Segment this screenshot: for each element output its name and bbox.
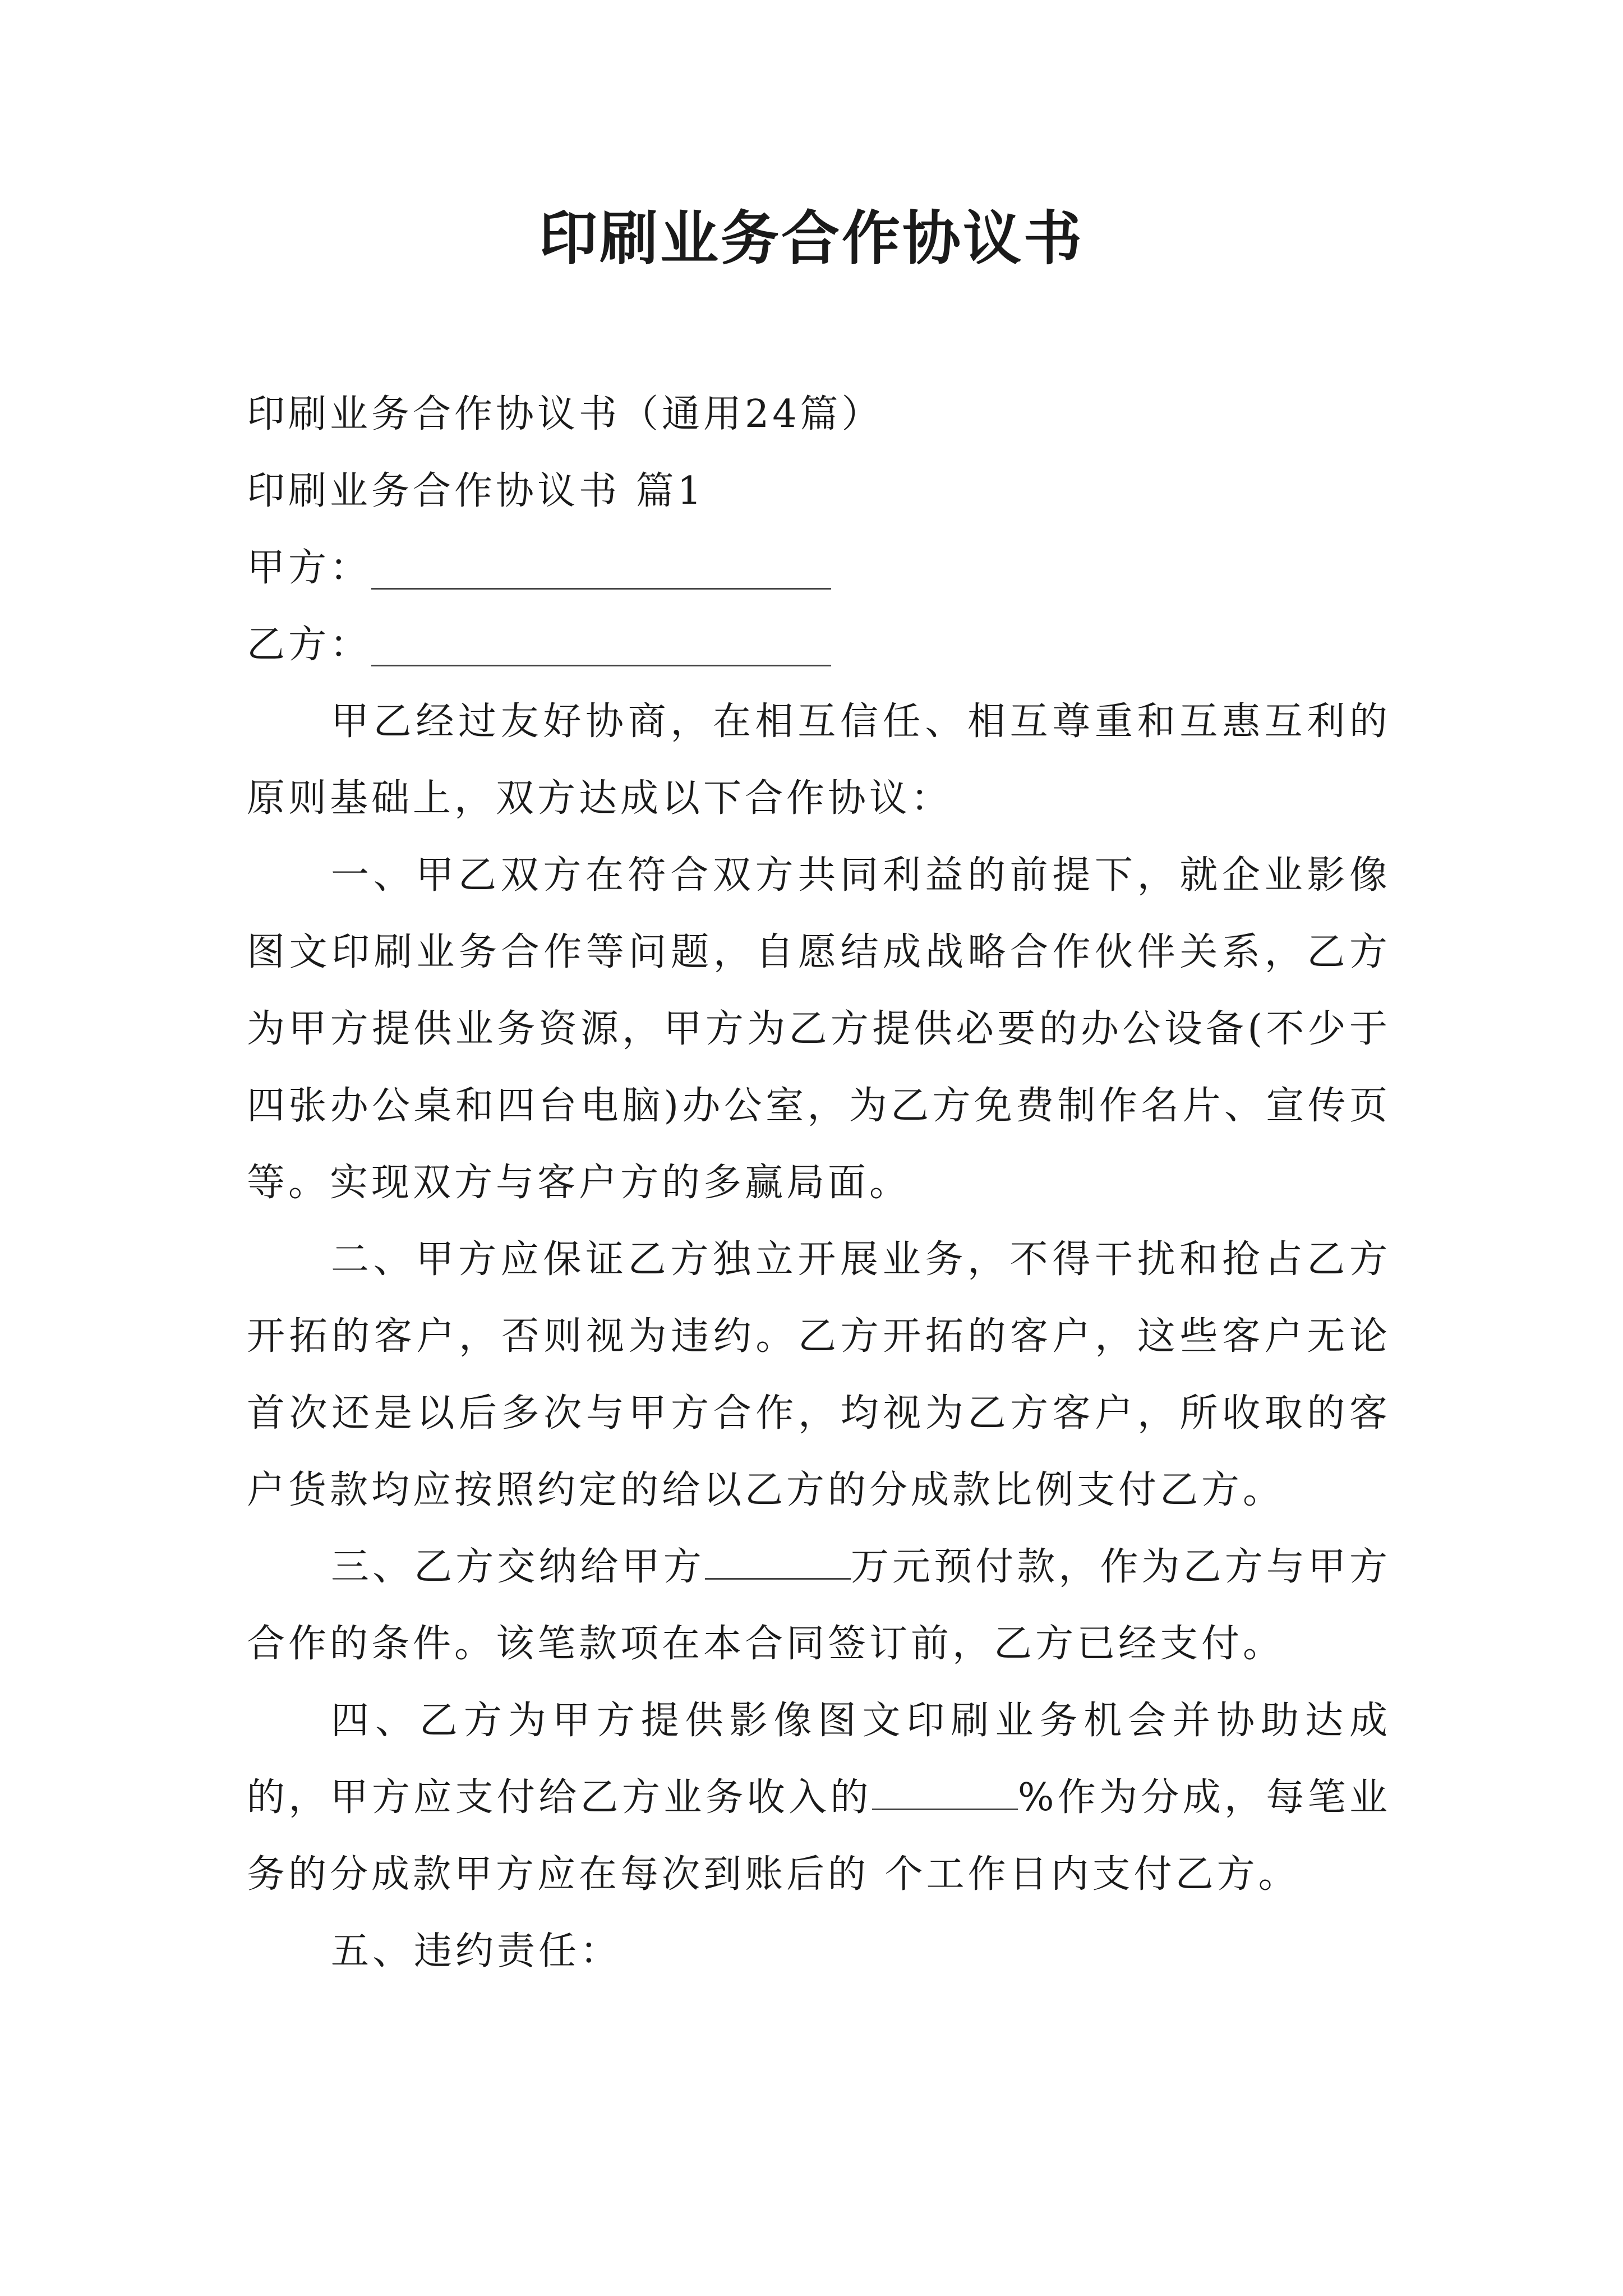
clause-5-paragraph bbox=[247, 1913, 1391, 1990]
clause-4-text-a: 四、乙方为甲方提供影像图文印刷业务机会并协助达成的，甲方应支付给乙方业务收入的 bbox=[247, 1699, 1391, 1820]
party-a-blank bbox=[371, 549, 831, 590]
party-a-label: 甲方： bbox=[247, 546, 372, 590]
intro-paragraph bbox=[247, 683, 1391, 837]
clause-2-paragraph bbox=[247, 1221, 1391, 1529]
document-body bbox=[247, 376, 1368, 683]
clause-3-paragraph bbox=[247, 1529, 1391, 1682]
clause-3-blank bbox=[705, 1544, 851, 1580]
party-a-line bbox=[247, 530, 1368, 606]
clause-2-text: 二、甲方应保证乙方独立开展业务，不得干扰和抢占乙方开拓的客户，否则视为违约。乙方开拓的客户，这些客户无论首次还是以后多次与甲方合作，均视为乙方客户，所收取的客户货款均应按照约定的给以乙方的分成款比例支付乙方。 bbox=[247, 1237, 1391, 1512]
clause-4-text-b: %作为分成，每笔业务的分成款甲方应在每次到账后的 个工作日内支付乙方。 bbox=[247, 1775, 1391, 1897]
clause-3-text-b: 万元预付款，作为乙方与甲方合作的条件。该笔款项在本合同签订前，乙方已经支付。 bbox=[247, 1545, 1391, 1666]
clause-4-blank bbox=[872, 1775, 1018, 1810]
clause-3-text-a: 三、乙方交纳给甲方 bbox=[331, 1545, 705, 1589]
clause-4-paragraph bbox=[247, 1682, 1391, 1913]
party-b-label: 乙方： bbox=[247, 623, 372, 667]
clause-1-paragraph bbox=[247, 837, 1391, 1221]
clause-5-text: 五、违约责任： bbox=[331, 1929, 622, 1973]
paragraphs bbox=[247, 683, 1391, 1990]
party-b-line bbox=[247, 606, 1368, 683]
document-title: 印刷业务合作协议书 bbox=[538, 204, 1084, 273]
intro-text: 甲乙经过友好协商，在相互信任、相互尊重和互惠互利的原则基础上，双方达成以下合作协议： bbox=[247, 700, 1391, 821]
clause-1-text: 一、甲乙双方在符合双方共同利益的前提下，就企业影像图文印刷业务合作等问题，自愿结成战略合作伙伴关系，乙方为甲方提供业务资源，甲方为乙方提供必要的办公设备(不少于四张办公桌和四台电脑)办公室，为乙方免费制作名片、宣传页等。实现双方与客户方的多赢局面。 bbox=[247, 853, 1391, 1205]
party-b-blank bbox=[371, 625, 831, 666]
section-heading: 印刷业务合作协议书 篇1 bbox=[247, 469, 705, 513]
document-subtitle: 印刷业务合作协议书（通用24篇） bbox=[247, 392, 883, 436]
